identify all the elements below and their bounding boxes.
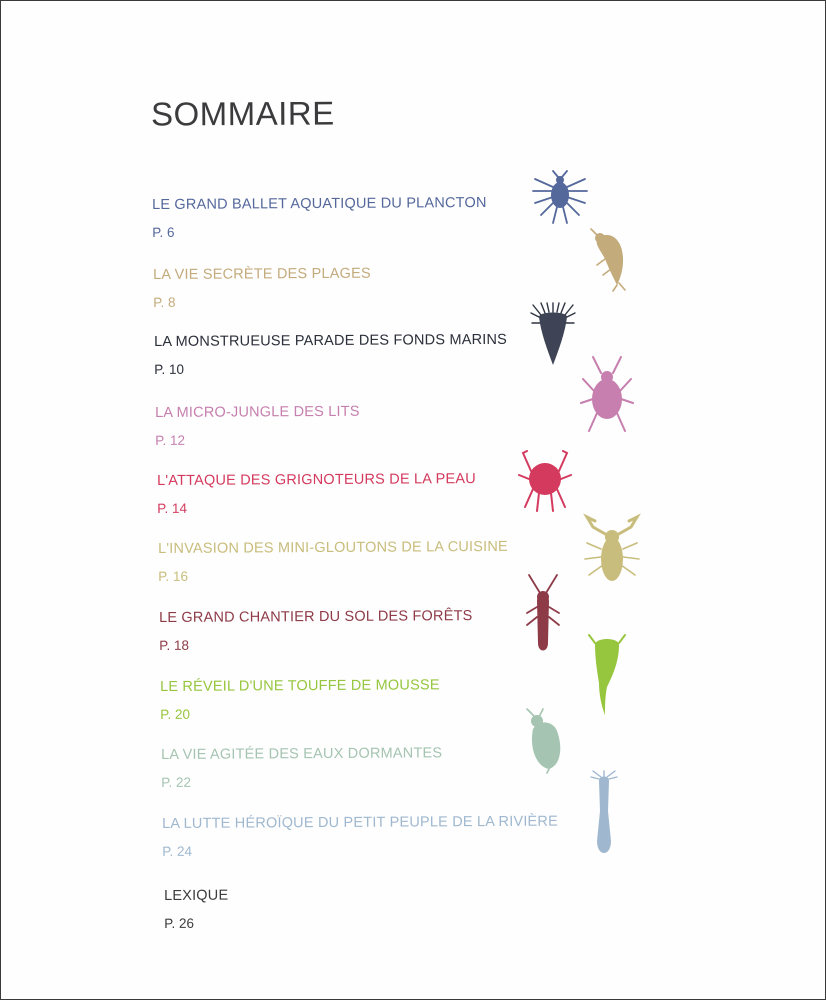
toc-entry-riviere[interactable] xyxy=(162,814,558,859)
toc-entry-title: LE GRAND CHANTIER DU SOL DES FORÊTS xyxy=(159,608,473,626)
toc-entry-lits[interactable] xyxy=(155,404,360,448)
toc-entry-page: P. 20 xyxy=(160,706,191,722)
toc-entry-title: LA VIE AGITÉE DES EAUX DORMANTES xyxy=(161,745,443,763)
toc-entry-title: LA LUTTE HÉROÏQUE DU PETIT PEUPLE DE LA RIVIÈRE xyxy=(162,813,559,832)
toc-entry-title: LA MONSTRUEUSE PARADE DES FONDS MARINS xyxy=(154,331,508,350)
toc-entry-page: P. 22 xyxy=(161,774,192,790)
toc-entry-cuisine[interactable] xyxy=(158,539,508,584)
toc-entry-title: LEXIQUE xyxy=(164,887,229,904)
water-flea-icon xyxy=(525,709,565,773)
toc-entry-eaux-dormantes[interactable] xyxy=(161,745,442,790)
stonefly-larva-icon xyxy=(589,771,619,861)
toc-entry-page: P. 16 xyxy=(158,568,189,584)
toc-entry-title: LA MICRO-JUNGLE DES LITS xyxy=(155,403,360,421)
toc-entry-page: P. 24 xyxy=(162,843,193,859)
copepod-icon xyxy=(531,171,589,227)
toc-entry-lexique[interactable] xyxy=(164,888,229,931)
sand-hopper-icon xyxy=(591,229,631,291)
toc-entry-page: P. 6 xyxy=(152,224,175,240)
toc-entry-title: LE RÉVEIL D'UNE TOUFFE DE MOUSSE xyxy=(160,677,440,695)
toc-entry-title: L'ATTAQUE DES GRIGNOTEURS DE LA PEAU xyxy=(157,471,476,489)
toc-entry-page: P. 8 xyxy=(153,294,176,310)
dust-mite-icon xyxy=(581,357,633,433)
toc-entry-title: LE GRAND BALLET AQUATIQUE DU PLANCTON xyxy=(152,194,487,213)
rotifer-icon xyxy=(589,635,625,715)
toc-entry-plages[interactable] xyxy=(153,266,371,310)
page-title: SOMMAIRE xyxy=(150,94,335,133)
toc-entry-page: P. 10 xyxy=(154,361,185,377)
toc-entry-fonds-marins[interactable] xyxy=(154,332,507,377)
toc-entry-page: P. 18 xyxy=(159,637,190,653)
toc-entry-title: L'INVASION DES MINI-GLOUTONS DE LA CUISINE xyxy=(158,538,508,557)
springtail-icon xyxy=(523,575,563,657)
skin-mite-icon xyxy=(519,449,571,511)
toc-entry-page: P. 26 xyxy=(164,915,195,931)
toc-entry-forets[interactable] xyxy=(159,608,473,653)
pseudoscorpion-icon xyxy=(583,513,641,587)
sea-larva-icon xyxy=(531,303,575,367)
toc-entry-page: P. 12 xyxy=(155,432,186,448)
toc-entry-page: P. 14 xyxy=(157,500,188,516)
toc-entry-plancton[interactable] xyxy=(152,195,487,240)
toc-entry-peau[interactable] xyxy=(157,471,476,516)
toc-entry-title: LA VIE SECRÈTE DES PLAGES xyxy=(153,265,371,283)
toc-entry-mousse[interactable] xyxy=(160,677,440,722)
